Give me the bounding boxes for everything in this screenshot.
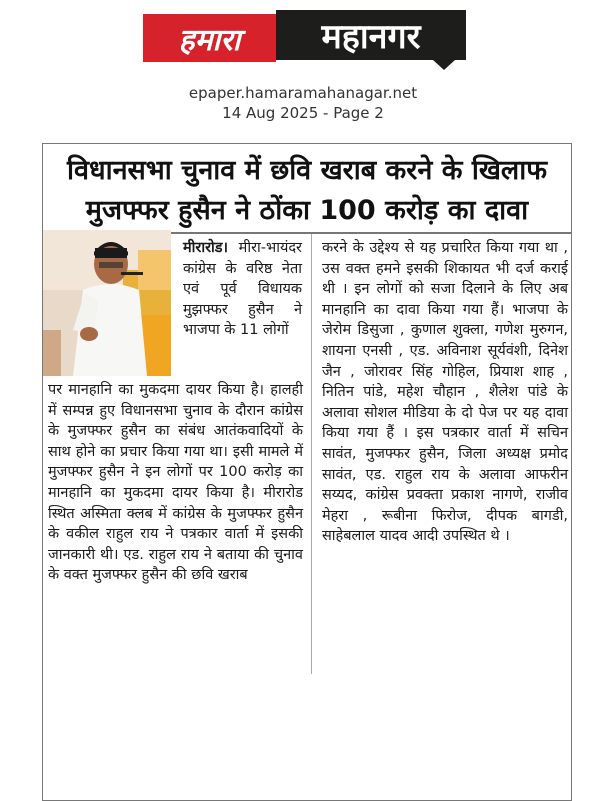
logo-mahanagar: महानगर — [276, 10, 466, 60]
article-headline — [42, 151, 572, 231]
headline-line-1: विधानसभा चुनाव में छवि खराब करने के खिलाफ — [66, 155, 548, 186]
article-intro-text: मीरा-भायंदर कांग्रेस के वरिष्ठ नेता एवं पूर्व विधायक मुझफ्फर हुसैन ने भाजपा के 11 लोगों — [183, 240, 302, 339]
source-date-page: 14 Aug 2025 - Page 2 — [222, 104, 384, 122]
article-column-left-bottom — [48, 380, 303, 586]
article-intro — [183, 238, 302, 341]
logo-pointer-icon — [433, 60, 455, 70]
logo-hamara: हमारा — [143, 14, 276, 62]
article-column-left-top — [183, 238, 302, 341]
column-divider — [311, 234, 312, 674]
headline-line-2: मुजफ्फर हुसैन ने ठोंका 100 करोड़ का दावा — [85, 195, 529, 226]
article-photo — [43, 230, 171, 376]
masthead-logo — [143, 10, 466, 66]
article-dateline: मीरारोड। — [183, 240, 229, 256]
article-body-left: पर मानहानि का मुकदमा दायर किया है। हालही में सम्पन्न हुए विधानसभा चुनाव के दौरान कांग्रेस के मुजफ्फर हुसैन का संबंध आतंकवादियों के साथ होने का प्रचार किया गया था। इसी मामले में मुजफ्फर हुसैन ने इन लोगों पर 100 करोड़ का मानहानि का मुकदमा दायर किया है। मीरारोड स्थित अस्मिता क्लब में कांग्रेस के मुजफ्फर हुसैन के वकील राहुल राय ने पत्रकार वार्ता में इसकी जानकारी थी। एड. राहुल राय ने बताया की चुनाव के वक्त मुजफ्फर हुसैन की छवि खराब — [48, 382, 303, 584]
article-column-right — [322, 238, 568, 547]
source-url: epaper.hamaramahanagar.net — [188, 84, 418, 102]
source-info — [0, 83, 606, 123]
speaker-photo-illustration — [43, 230, 171, 376]
article-body-right: करने के उद्देश्य से यह प्रचारित किया गया था , उस वक्त हमने इसकी शिकायत भी दर्ज कराई थी । इन लोगों को सजा दिलाने के लिए अब मानहानि का दावा किया गया हैं। भाजपा के जेरोम डिसुजा , कुणाल शुक्ला, गणेश मुरुगन, शायना एनसी , एड. अविनाश सूर्यवंशी, दिनेश जैन , जोरावर सिंह गोहिल, प्रियाश शाह , नितिन पांडे, महेश चौहान , शैलेश पांडे के अलावा सोशल मीडिया के दो पेज पर यह दावा किया गया हैं । इस पत्रकार वार्ता में सचिन सावंत, मुजफ्फर हुसैन, जिला अध्यक्ष प्रमोद सावंत, एड. राहुल राय के अलावा आफरीन सय्यद, कांग्रेस प्रवक्ता प्रकाश नागणे, राजीव मेहरा , रूबीना फिरोज, दीपक बागडी, साहेबलाल यादव आदी उपस्थित थे । — [322, 240, 568, 545]
